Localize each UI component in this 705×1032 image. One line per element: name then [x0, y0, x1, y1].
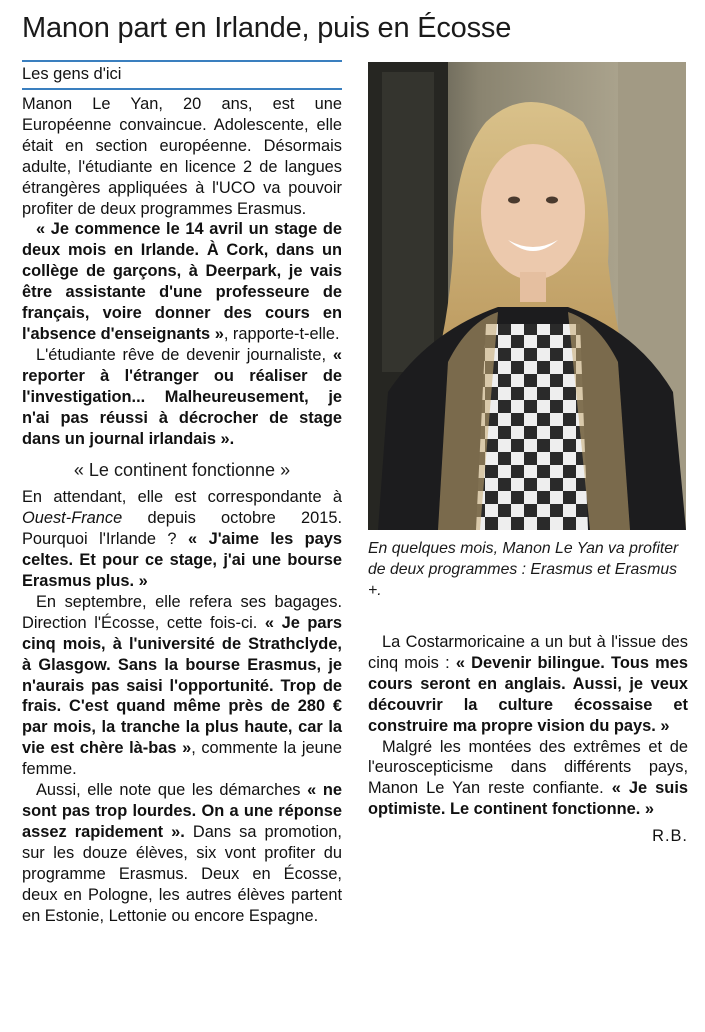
- demarches-text: Aussi, elle note que les démarches: [36, 781, 308, 800]
- ecosse-text: En septembre, elle refera ses bagages. Direction l'Écosse, cette fois-ci.: [22, 592, 342, 632]
- quote-bilingue: « Devenir bilingue. Tous mes cours seront en anglais. Aussi, je veux découvrir la culture écossaise et construire ma propre vision du pays. »: [368, 653, 688, 735]
- paragraph-ecosse: [22, 592, 342, 780]
- correspondante-text-a: En attendant, elle est correspondante à: [22, 488, 342, 507]
- rubric-label: Les gens d'ici: [22, 60, 342, 90]
- author-signature: R.B.: [652, 827, 688, 846]
- paragraph-conclusion: [368, 737, 688, 821]
- paragraph-correspondante: [22, 487, 342, 592]
- paragraph-but: [368, 632, 688, 737]
- portrait-photo: [368, 62, 686, 530]
- article-column-left: [22, 60, 342, 926]
- paragraph-intro: [22, 94, 342, 219]
- journaliste-text: L'étudiante rêve de devenir journaliste,: [36, 345, 333, 364]
- quote-demarches: « ne sont pas trop lourdes. On a une réponse assez rapidement ».: [22, 781, 342, 841]
- ecosse-attribution: , commente la jeune femme.: [22, 739, 342, 779]
- conclusion-text: Malgré les montées des extrêmes et de l'euroscepticisme dans différents pays, Manon Le Yan reste confiante.: [368, 737, 688, 798]
- article-column-right: [368, 632, 688, 847]
- quote-ecosse: « Je pars cinq mois, à l'université de Strathclyde, à Glasgow. Sans la bourse Erasmus, je n'aurais pas saisi l'opportunité. Trop de frais. C'est quand même près de 280 € par mois, la tranche la plus haute, car la vie est chère là-bas »: [22, 613, 343, 758]
- quote-stage: « Je commence le 14 avril un stage de deux mois en Irlande. À Cork, dans un collège de garçons, à Deerpark, je vais être assistante d'une professeure de français, voire donner des cours en l'absence d'enseignants »: [22, 220, 342, 343]
- but-text: La Costarmoricaine a un but à l'issue des cinq mois :: [368, 633, 688, 672]
- quote-optimiste: « Je suis optimiste. Le continent fonctionne. »: [368, 779, 688, 819]
- section-subheading: « Le continent fonctionne »: [73, 460, 291, 481]
- attribution-text: , rapporte-t-elle.: [223, 324, 340, 343]
- newspaper-name: Ouest-France: [22, 509, 123, 528]
- photo-caption: En quelques mois, Manon Le Yan va profiter de deux programmes : Erasmus et Erasmus +.: [368, 540, 679, 599]
- promotion-text: Dans sa promotion, sur les douze élèves, six vont profiter du programme Erasmus. Deux en Écosse, deux en Pologne, les autres élèves partent en Estonie, Lettonie ou encore Espagne.: [22, 822, 342, 925]
- paragraph-journaliste: [22, 345, 342, 450]
- paragraph-demarches: [22, 780, 342, 926]
- portrait-illustration: [368, 62, 686, 530]
- article-headline: Manon part en Irlande, puis en Écosse: [22, 12, 512, 44]
- intro-text: Manon Le Yan, 20 ans, est une Européenne convaincue. Adolescente, elle était en section européenne. Désormais adulte, l'étudiante en licence 2 de langues étrangères appliquées à l'UCO va pouvoir profiter de deux programmes Erasmus.: [22, 95, 342, 218]
- paragraph-stage-irlande: [22, 219, 342, 344]
- correspondante-text-b: depuis octobre 2015. Pourquoi l'Irlande ?: [22, 509, 342, 549]
- quote-irlande: « J'aime les pays celtes. Et pour ce stage, j'ai une bourse Erasmus plus. »: [22, 530, 343, 591]
- quote-journaliste: « reporter à l'étranger ou réaliser de l'investigation... Malheureusement, je n'ai pas réussi à décrocher de stage dans un journal irlandais ».: [22, 345, 342, 448]
